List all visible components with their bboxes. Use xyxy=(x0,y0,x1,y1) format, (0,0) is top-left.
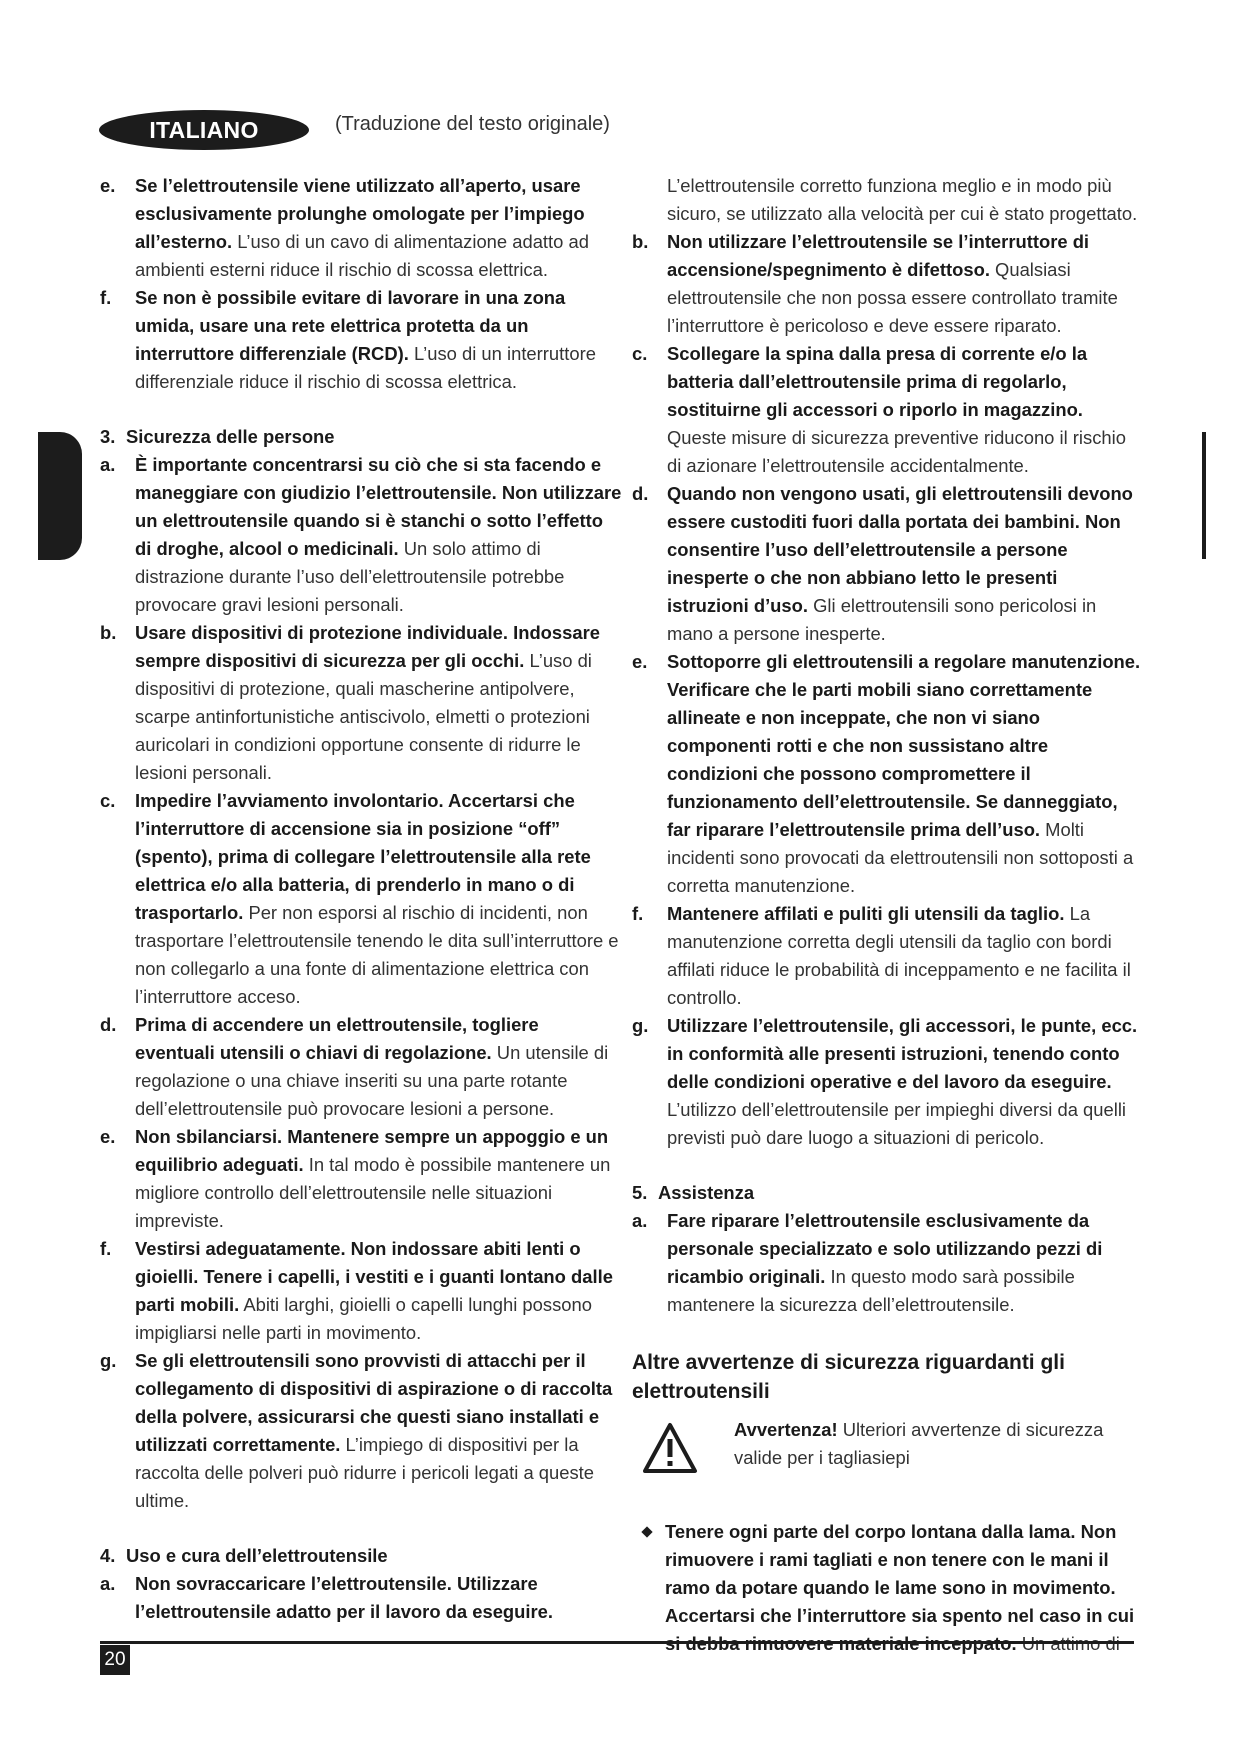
section-tab-marker xyxy=(38,432,82,560)
list-item-continuation: L’elettroutensile corretto funziona meglio e in modo più sicuro, se utilizzato alla velocità per cui è stato progettato. xyxy=(667,175,1138,224)
list-item: b. Non utilizzare l’elettroutensile se l’interruttore di accensione/spegnimento è difettoso. Qualsiasi elettroutensile che non possa essere controllato tramite l’interruttore è pericoloso e deve essere riparato. xyxy=(632,231,1118,336)
translation-note: (Traduzione del testo originale) xyxy=(335,113,610,135)
section-heading: 3. Sicurezza delle persone xyxy=(100,426,335,447)
margin-bar xyxy=(1202,432,1206,559)
warning-text: Avvertenza! Ulteriori avvertenze di sicurezza valide per i tagliasiepi xyxy=(734,1419,1104,1468)
right-column xyxy=(632,172,1142,1658)
warning-triangle-icon xyxy=(642,1422,698,1474)
left-column xyxy=(100,172,622,1626)
language-label: ITALIANO xyxy=(149,116,259,143)
footer-rule xyxy=(100,1641,1134,1644)
section-heading: 5. Assistenza xyxy=(632,1182,755,1203)
list-item: e. Non sbilanciarsi. Mantenere sempre un appoggio e un equilibrio adeguati. In tal modo è possibile mantenere un migliore controllo dell’elettroutensile nelle situazioni impreviste. xyxy=(100,1126,611,1231)
list-item: b. Usare dispositivi di protezione individuale. Indossare sempre dispositivi di sicurezza per gli occhi. L’uso di dispositivi di protezione, quali mascherine antipolvere, scarpe antinfortunistiche antiscivolo, elmetti o protezioni auricolari in condizioni opportune consente di ridurre le lesioni personali. xyxy=(100,622,600,783)
list-item: f. Vestirsi adeguatamente. Non indossare abiti lenti o gioielli. Tenere i capelli, i vestiti e i guanti lontano dalle parti mobili. Abiti larghi, gioielli o capelli lunghi possono impigliarsi nelle parti in movimento. xyxy=(100,1238,613,1343)
list-item: e. Sottoporre gli elettroutensili a regolare manutenzione. Verificare che le parti mobili siano correttamente allineate e non inceppate, che non vi siano componenti rotti e che non sussistano altre condizioni che possono compromettere il funzionamento dell’elettroutensile. Se danneggiato, far riparare l’elettroutensile prima dell’uso. Molti incidenti sono provocati da elettroutensili non sottoposti a corretta manutenzione. xyxy=(632,651,1141,896)
list-item: a. È importante concentrarsi su ciò che si sta facendo e maneggiare con giudizio l’elettroutensile. Non utilizzare un elettroutensile quando si è stanchi o sotto l’effetto di droghe, alcool o medicinali. Un solo attimo di distrazione durante l’uso dell’elettroutensile potrebbe provocare gravi lesioni personali. xyxy=(100,454,622,615)
list-item: e. Se l’elettroutensile viene utilizzato all’aperto, usare esclusivamente prolunghe omologate per l’impiego all’esterno. L’uso di un cavo di alimentazione adatto ad ambienti esterni riduce il rischio di scossa elettrica. xyxy=(100,175,589,280)
diamond-bullet-icon xyxy=(641,1526,652,1537)
list-item: f. Se non è possibile evitare di lavorare in una zona umida, usare una rete elettrica protetta da un interruttore differenziale (RCD). L’uso di un interruttore differenziale riduce il rischio di scossa elettrica. xyxy=(100,287,596,392)
list-item: c. Impedire l’avviamento involontario. Accertarsi che l’interruttore di accensione sia in posizione “off” (spento), prima di collegare l’elettroutensile alla rete elettrica e/o alla batteria, di prenderlo in mano o di trasportarlo. Per non esporsi al rischio di incidenti, non trasportare l’elettroutensile tenendo le dita sull’interruttore e non collegarlo a una fonte di alimentazione elettrica con l’interruttore acceso. xyxy=(100,790,619,1007)
bullet-item: Tenere ogni parte del corpo lontana dalla lama. Non rimuovere i rami tagliati e non tenere con le mani il ramo da potare quando le lame sono in movimento. Accertarsi che l’interruttore sia spento nel caso in cui xyxy=(632,1518,1142,1658)
section-heading: 4. Uso e cura dell’elettroutensile xyxy=(100,1545,388,1566)
list-item: c. Scollegare la spina dalla presa di corrente e/o la batteria dall’elettroutensile prima di regolarlo, sostituirne gli accessori o riporlo in magazzino. Queste misure di sicurezza preventive riducono il rischio di azionare l’elettroutensile accidentalmente. xyxy=(632,343,1126,476)
list-item: d. Quando non vengono usati, gli elettroutensili devono essere custoditi fuori dalla portata dei bambini. Non consentire l’uso dell’elettroutensile a persone inesperte o che non abbiano letto le presenti istruzioni d’uso. Gli elettroutensili sono pericolosi in mano a persone inesperte. xyxy=(632,483,1133,644)
list-item: g. Se gli elettroutensili sono provvisti di attacchi per il collegamento di dispositivi di aspirazione o di raccolta della polvere, assicurarsi che questi siano installati e utilizzati correttamente. L’impiego di dispositivi per la raccolta delle polveri può ridurre i pericoli legati a queste ultime. xyxy=(100,1350,613,1511)
warning-box xyxy=(632,1416,1142,1491)
language-badge xyxy=(99,110,309,150)
list-item: a. Non sovraccaricare l’elettroutensile. Utilizzare l’elettroutensile adatto per il lavoro da eseguire. xyxy=(100,1573,553,1622)
list-item: a. Fare riparare l’elettroutensile esclusivamente da personale specializzato e solo utilizzando pezzi di ricambio originali. In questo modo sarà possibile mantenere la sicurezza dell’elettroutensile. xyxy=(632,1210,1103,1315)
subsection-title: Altre avvertenze di sicurezza riguardanti gli elettroutensili xyxy=(632,1351,1065,1403)
list-item: d. Prima di accendere un elettroutensile, togliere eventuali utensili o chiavi di regolazione. Un utensile di regolazione o una chiave inseriti su una parte rotante dell’elettroutensile può provocare lesioni a persone. xyxy=(100,1014,609,1119)
page-number: 20 xyxy=(100,1645,130,1675)
list-item: f. Mantenere affilati e puliti gli utensili da taglio. La manutenzione corretta degli utensili da taglio con bordi affilati riduce le probabilità di inceppamento e ne facilita il controllo. xyxy=(632,903,1131,1008)
list-item: g. Utilizzare l’elettroutensile, gli accessori, le punte, ecc. in conformità alle presenti istruzioni, tenendo conto delle condizioni operative e del lavoro da eseguire. L’utilizzo dell’elettroutensile per impieghi diversi da quelli previsti può dare luogo a situazioni di pericolo. xyxy=(632,1015,1138,1148)
